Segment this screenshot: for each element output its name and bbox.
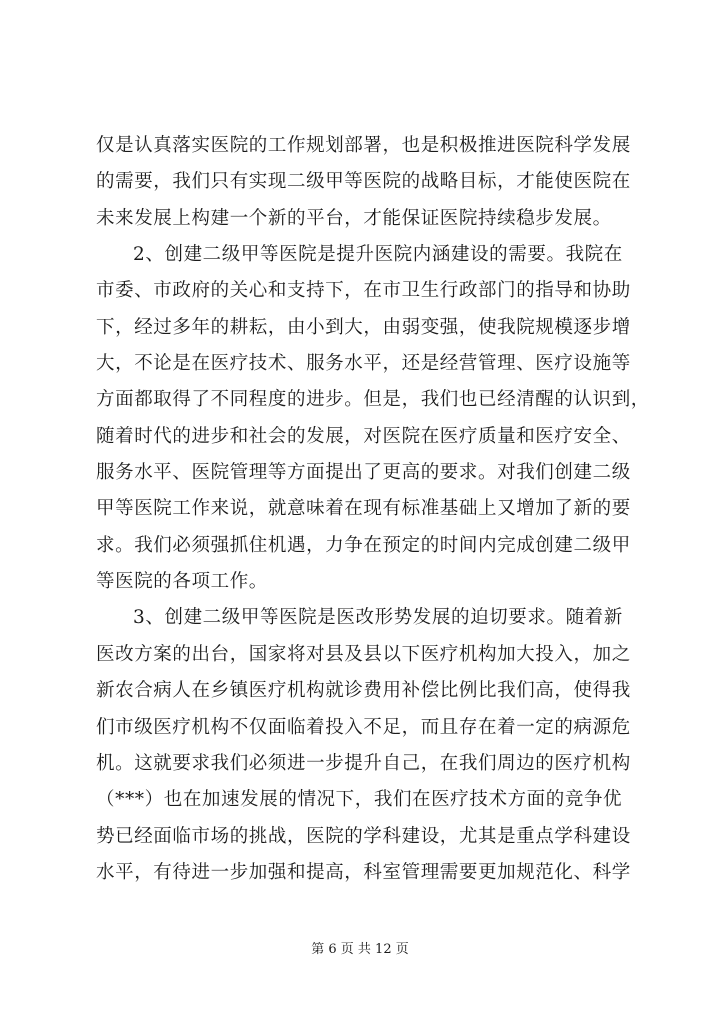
text-line: 的需要，我们只有实现二级甲等医院的战略目标，才能使医院在 [96,171,631,193]
text-line: 水平，有待进一步加强和提高，科室管理需要更加规范化、科学 [96,861,631,883]
text-line: 势已经面临市场的挑战，医院的学科建设，尤其是重点学科建设 [96,825,631,847]
text-line: 甲等医院工作来说，就意味着在现有标准基础上又增加了新的要 [96,498,631,520]
text-line: 大，不论是在医疗技术、服务水平，还是经营管理、医疗设施等 [96,353,631,375]
text-line: 新农合病人在乡镇医疗机构就诊费用补偿比例比我们高，使得我 [96,680,631,702]
text-line: 方面都取得了不同程度的进步。但是，我们也已经清醒的认识到， [96,389,650,411]
text-line: 们市级医疗机构不仅面临着投入不足，而且存在着一定的病源危 [96,716,631,738]
text-line: 医改方案的出台，国家将对县及县以下医疗机构加大投入，加之 [96,643,631,665]
paragraph-3-first-line: 3、创建二级甲等医院是医改形势发展的迫切要求。随着新 [133,607,623,629]
paragraph-2-first-line: 2、创建二级甲等医院是提升医院内涵建设的需要。我院在 [133,244,623,266]
text-line: 服务水平、医院管理等方面提出了更高的要求。对我们创建二级 [96,462,631,484]
page-number-footer: 第 6 页 共 12 页 [311,942,409,957]
body-text [96,128,650,891]
text-line: 等医院的各项工作。 [96,571,268,593]
text-line: 下，经过多年的耕耘，由小到大，由弱变强，使我院规模逐步增 [96,316,631,338]
text-line: （***）也在加速发展的情况下，我们在医疗技术方面的竞争优 [96,789,623,811]
text-line: 仅是认真落实医院的工作规划部署，也是积极推进医院科学发展 [96,135,631,156]
text-line: 随着时代的进步和社会的发展，对医院在医疗质量和医疗安全、 [96,425,631,447]
text-line: 市委、市政府的关心和支持下，在市卫生行政部门的指导和协助 [96,280,631,302]
text-line: 未来发展上构建一个新的平台，才能保证医院持续稳步发展。 [96,207,612,229]
text-line: 机。这就要求我们必须进一步提升自己，在我们周边的医疗机构 [96,752,631,774]
text-line: 求。我们必须强抓住机遇，力争在预定的时间内完成创建二级甲 [96,534,631,556]
